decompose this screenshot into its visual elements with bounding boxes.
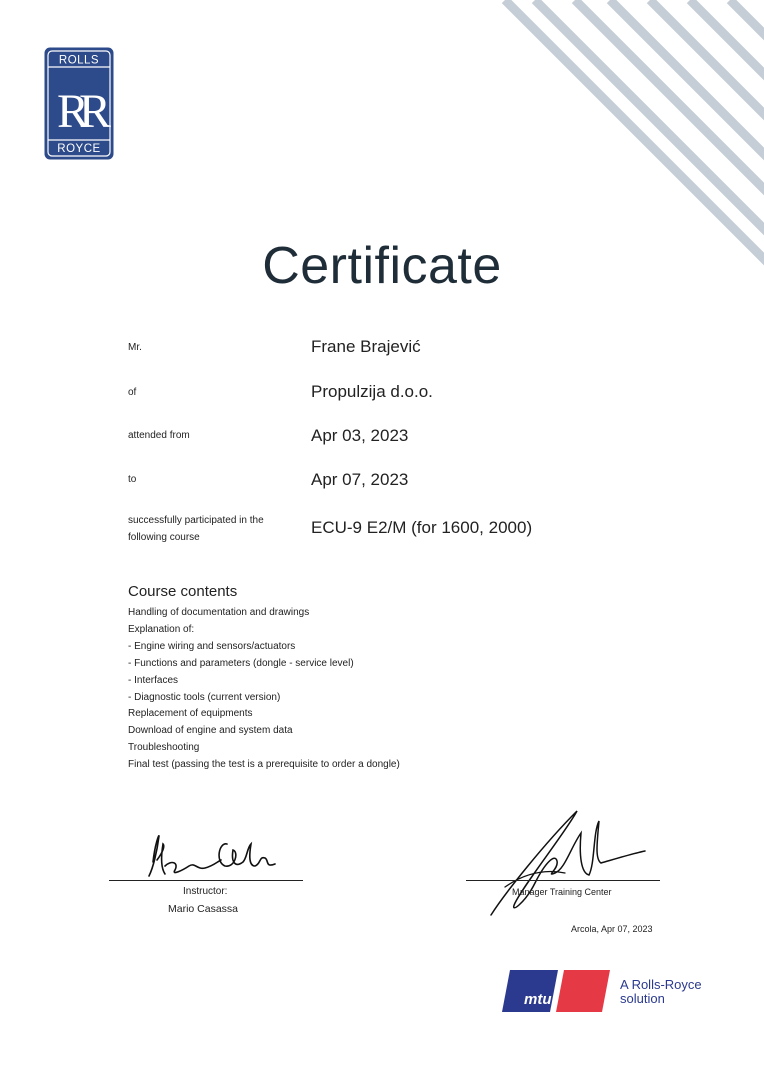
- course-contents-heading: Course contents: [128, 583, 238, 600]
- list-item: Handling of documentation and drawings: [128, 607, 310, 618]
- logo-top-text: ROLLS: [58, 54, 100, 67]
- list-item: - Engine wiring and sensors/actuators: [128, 640, 296, 652]
- instructor-signature-line: [109, 880, 303, 881]
- mtu-logo: [500, 968, 612, 1014]
- rolls-royce-logo: [44, 47, 114, 160]
- certificate-title: Certificate: [262, 237, 502, 295]
- list-item: - Diagnostic tools (current version): [128, 691, 281, 703]
- manager-signature-line: [466, 880, 660, 881]
- list-item: Troubleshooting: [128, 742, 200, 754]
- list-item: Final test (passing the test is a prerequisite to order a dongle): [128, 759, 400, 771]
- mtu-tagline-line2: solution: [620, 991, 665, 1006]
- label-course: successfully participated in the following course: [128, 515, 264, 543]
- list-item: Replacement of equipments: [128, 708, 253, 720]
- list-item: - Interfaces: [128, 674, 179, 686]
- label-salutation: Mr.: [128, 342, 142, 353]
- mtu-tagline-line1: A Rolls-Royce: [620, 977, 702, 992]
- manager-signature: [485, 803, 655, 921]
- place-date: Arcola, Apr 07, 2023: [571, 924, 653, 934]
- logo-monogram: RR: [56, 85, 102, 138]
- instructor-signature: [135, 822, 285, 884]
- list-item: - Functions and parameters (dongle - service level): [128, 657, 354, 669]
- list-item: Explanation of:: [128, 623, 195, 635]
- label-of: of: [128, 387, 137, 398]
- value-course: ECU-9 E2/M (for 1600, 2000): [311, 518, 533, 537]
- instructor-name: Mario Casassa: [168, 903, 239, 915]
- value-start-date: Apr 03, 2023: [311, 426, 409, 445]
- value-end-date: Apr 07, 2023: [311, 470, 409, 489]
- instructor-role: Instructor:: [183, 886, 228, 897]
- mtu-logo-text: mtu: [524, 991, 552, 1008]
- value-company: Propulzija d.o.o.: [311, 382, 433, 401]
- value-name: Frane Brajević: [311, 337, 421, 356]
- label-to: to: [128, 474, 137, 485]
- logo-bottom-text: ROYCE: [57, 143, 101, 155]
- manager-role: Manager Training Center: [512, 887, 612, 897]
- mtu-tagline: [620, 978, 702, 1006]
- course-contents-list: [128, 605, 400, 774]
- list-item: Download of engine and system data: [128, 725, 293, 737]
- label-attended-from: attended from: [128, 430, 190, 441]
